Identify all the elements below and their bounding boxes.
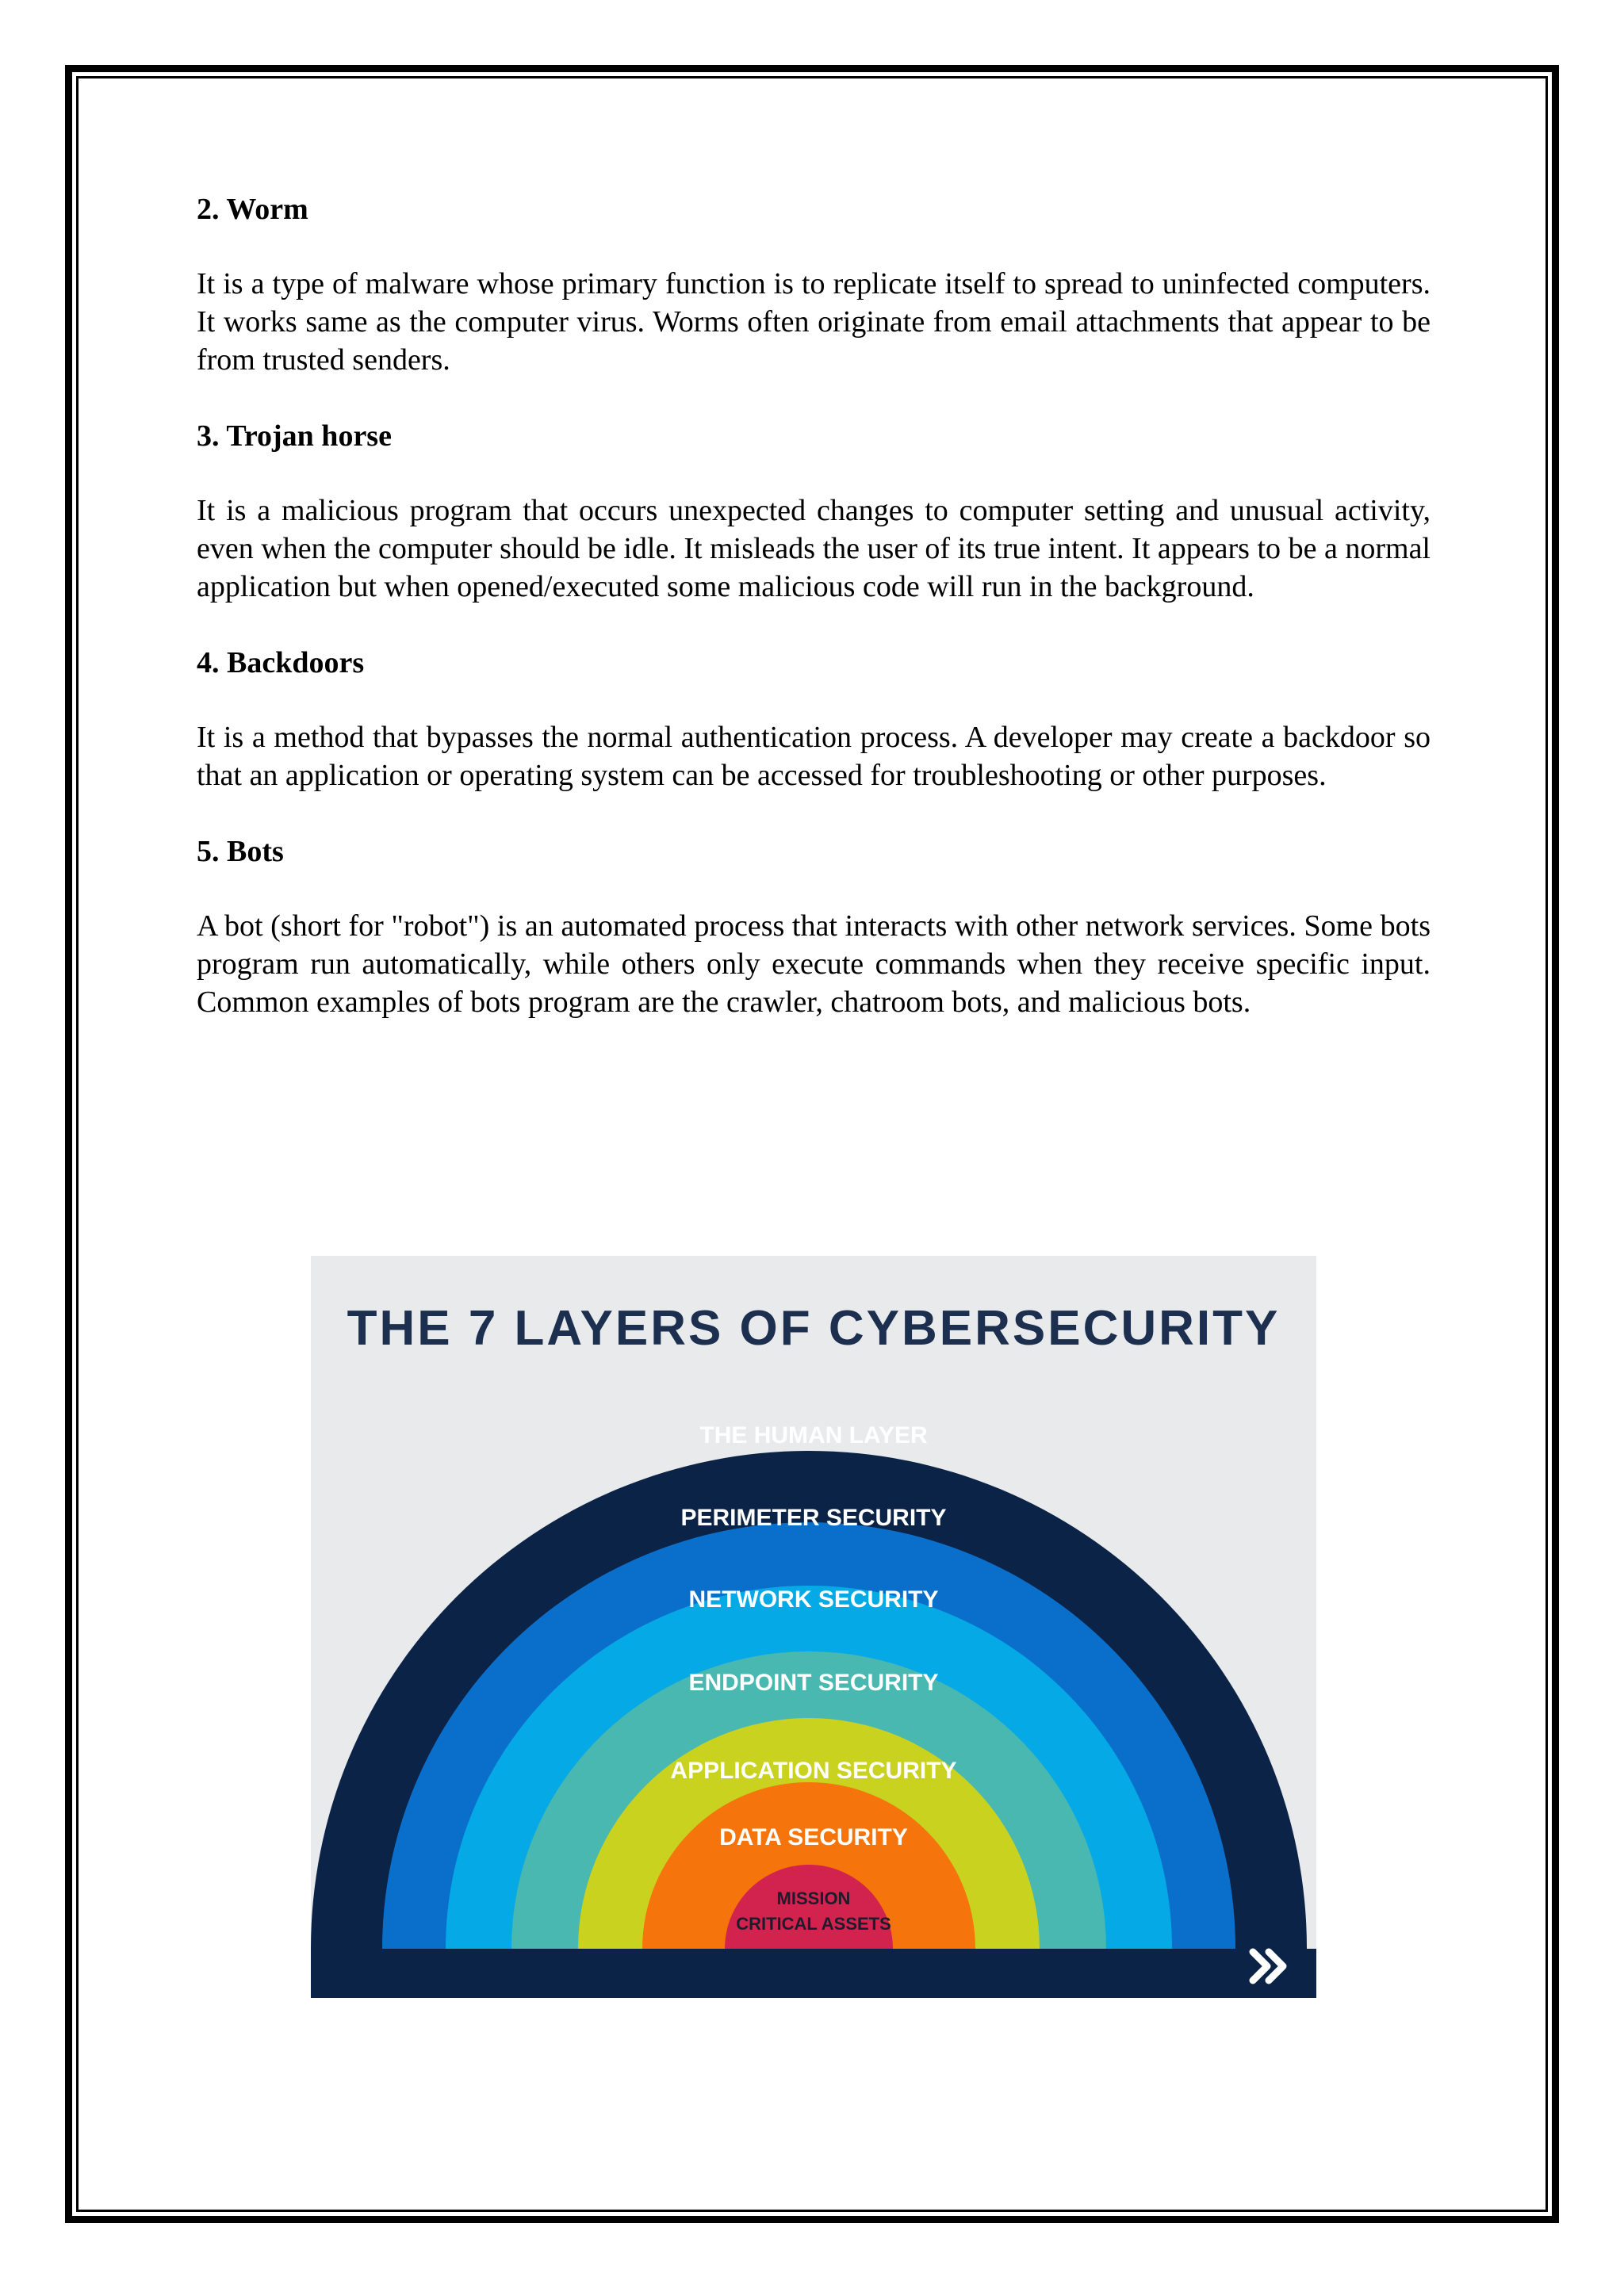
layer-label-network: NETWORK SECURITY [688, 1586, 939, 1613]
section-body-worm: It is a type of malware whose primary function is to replicate itself to spread to uninfected computers. It works same as the computer virus. Worms often originate from email attachments that appear to be from trusted senders. [197, 267, 1431, 377]
diagram-base-band [311, 1949, 1316, 1998]
layer-label-perimeter: PERIMETER SECURITY [680, 1505, 947, 1531]
layer-label-human: THE HUMAN LAYER [699, 1422, 928, 1448]
section-body-bots: A bot (short for "robot") is an automated process that interacts with other network services. Some bots program run automatically, while others only execute commands when they receive specific input. Common examples of bots program are the crawler, chatroom bots, and malicious bots. [197, 909, 1431, 1019]
section-heading-trojan: 3. Trojan horse [197, 419, 392, 453]
layer-label-application: APPLICATION SECURITY [670, 1758, 957, 1784]
document-body [197, 190, 1431, 1059]
section-body-trojan: It is a malicious program that occurs unexpected changes to computer setting and unusual activity, even when the computer should be idle. It misleads the user of its true intent. It appears to be a normal application but when opened/executed some malicious code will run in the background. [197, 494, 1431, 603]
layer-label-data: DATA SECURITY [719, 1824, 908, 1850]
layer-label-mission-line2: CRITICAL ASSETS [736, 1914, 891, 1934]
figure-title: THE 7 LAYERS OF CYBERSECURITY [347, 1301, 1281, 1356]
layer-label-endpoint: ENDPOINT SECURITY [688, 1670, 939, 1696]
section-body-backdoors: It is a method that bypasses the normal authentication process. A developer may create a backdoor so that an application or operating system can be accessed for troubleshooting or other purposes. [197, 721, 1431, 792]
section-heading-backdoors: 4. Backdoors [197, 646, 365, 679]
section-heading-worm: 2. Worm [197, 193, 308, 226]
cybersecurity-layers-figure [311, 1256, 1316, 1998]
layers-diagram [311, 1256, 1316, 1998]
section-heading-bots: 5. Bots [197, 835, 284, 868]
layer-label-mission-line1: MISSION [776, 1888, 851, 1908]
